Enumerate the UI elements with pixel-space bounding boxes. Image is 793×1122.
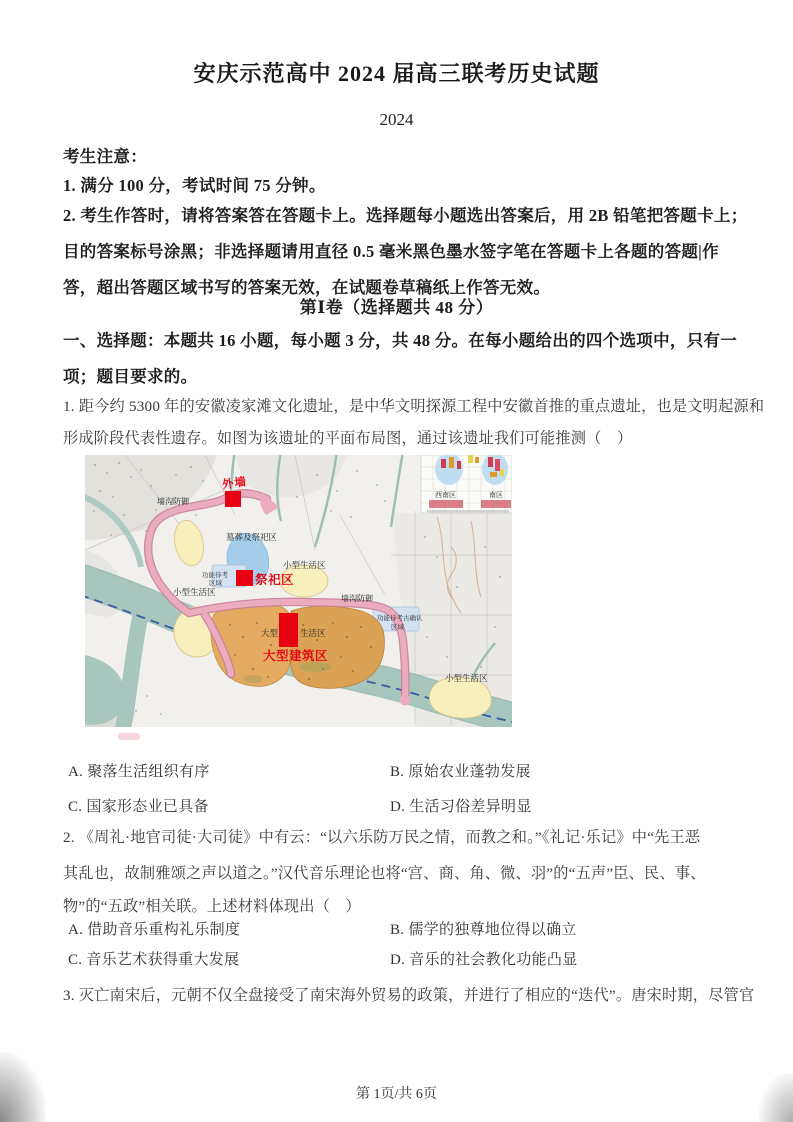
page-title: 安庆示范高中 2024 届高三联考历史试题 — [193, 61, 600, 86]
notice-item-2-line-2: 目的答案标号涂黑；非选择题请用直径 0.5 毫米黑色墨水签字笔在答题卡上各题的答题|作 — [63, 242, 719, 261]
notice-item-2-line-3: 答，超出答题区域书写的答案无效，在试题卷草稿纸上作答无效。 — [63, 278, 551, 297]
pending-right-label-line-2: 区域 — [391, 624, 404, 631]
large-building-label: 大型建筑区 — [263, 649, 329, 663]
q1-option-b: B. 原始农业蓬勃发展 — [390, 764, 531, 780]
q2-option-b: B. 儒学的独尊地位得以确立 — [390, 922, 577, 938]
q1-option-a: A. 聚落生活组织有序 — [68, 764, 210, 780]
question-1-line-1: 1. 距今约 5300 年的安徽凌家滩文化遗址，是中华文明探源工程中安徽首推的重点遗址，也是文明起源和 — [63, 398, 765, 415]
site-map-figure — [85, 455, 512, 727]
small-living-left-label: 小型生活区 — [173, 587, 216, 597]
question-2-line-1: 2. 《周礼·地官司徒·大司徒》中有云：“以六乐防万民之情，而教之和。”《礼记·乐记》中“先王恶 — [63, 829, 701, 846]
question-2-line-3: 物”的“五政”相关联。上述材料体现出（ ） — [63, 898, 361, 915]
q2-option-a: A. 借助音乐重构礼乐制度 — [68, 922, 241, 938]
large-living-label-left: 大型 — [261, 628, 279, 638]
large-living-label-right: 生活区 — [300, 628, 326, 638]
notice-heading: 考生注意： — [63, 147, 147, 166]
section-intro-line-1: 一、选择题：本题共 16 小题，每小题 3 分，共 48 分。在每小题给出的四个选项中，只有一 — [63, 331, 738, 350]
wall-defense-left-label: 墙沟防御 — [157, 497, 189, 506]
q2-option-d: D. 音乐的社会教化功能凸显 — [390, 952, 578, 968]
pending-left-label-line-2: 区域 — [209, 580, 222, 587]
outer-wall-label: 外墙 — [221, 476, 248, 492]
scan-artifact — [118, 733, 140, 740]
scan-corner-bottom-left — [0, 1052, 46, 1122]
pending-left-label-line-1: 功能待考 — [202, 572, 228, 579]
q2-option-c: C. 音乐艺术获得重大发展 — [68, 952, 240, 968]
lingjiatan-site-map — [85, 455, 512, 727]
exam-year: 2024 — [379, 110, 414, 129]
scan-corner-bottom-right — [759, 1074, 793, 1122]
small-living-bottom-right-label: 小型生活区 — [445, 673, 488, 683]
inset-southwest-label: 西南区 — [435, 491, 456, 499]
wall-defense-right-label: 墙沟防御 — [341, 594, 373, 603]
question-2-line-2: 其乱也，故制雅颂之声以道之。”汉代音乐理论也将“宫、商、角、微、羽”的“五声”臣、民、事、 — [63, 865, 706, 882]
small-living-upper-label: 小型生活区 — [283, 560, 326, 570]
inset-south-label: 南区 — [489, 491, 503, 499]
question-3-line-1: 3. 灭亡南宋后，元朝不仅全盘接受了南宋海外贸易的政策，并进行了相应的“迭代”。唐宋时期，尽管官 — [63, 987, 755, 1004]
section-intro-line-2: 项；题目要求的。 — [63, 367, 198, 386]
question-1-line-2: 形成阶段代表性遗存。如图为该遗址的平面布局图，通过该遗址我们可能推测（ ） — [63, 430, 633, 447]
page-footer: 第 1页/共 6页 — [356, 1087, 437, 1102]
pending-right-label-line-1: 功能待考古确认 — [377, 615, 423, 622]
sacrifice-area-label: 祭祀区 — [255, 573, 295, 587]
notice-item-2-line-1: 2. 考生作答时，请将答案答在答题卡上。选择题每小题选出答案后，用 2B 铅笔把答题卡上； — [63, 206, 748, 225]
q1-option-d: D. 生活习俗差异明显 — [390, 799, 532, 815]
notice-item-1: 1. 满分 100 分，考试时间 75 分钟。 — [63, 176, 326, 195]
q1-option-c: C. 国家形态业已具备 — [68, 799, 209, 815]
tomb-sacrifice-area-label: 墓葬及祭祀区 — [226, 532, 278, 542]
map-inset-legend — [421, 455, 512, 513]
section-title: 第Ⅰ卷（选择题共 48 分） — [299, 298, 494, 317]
